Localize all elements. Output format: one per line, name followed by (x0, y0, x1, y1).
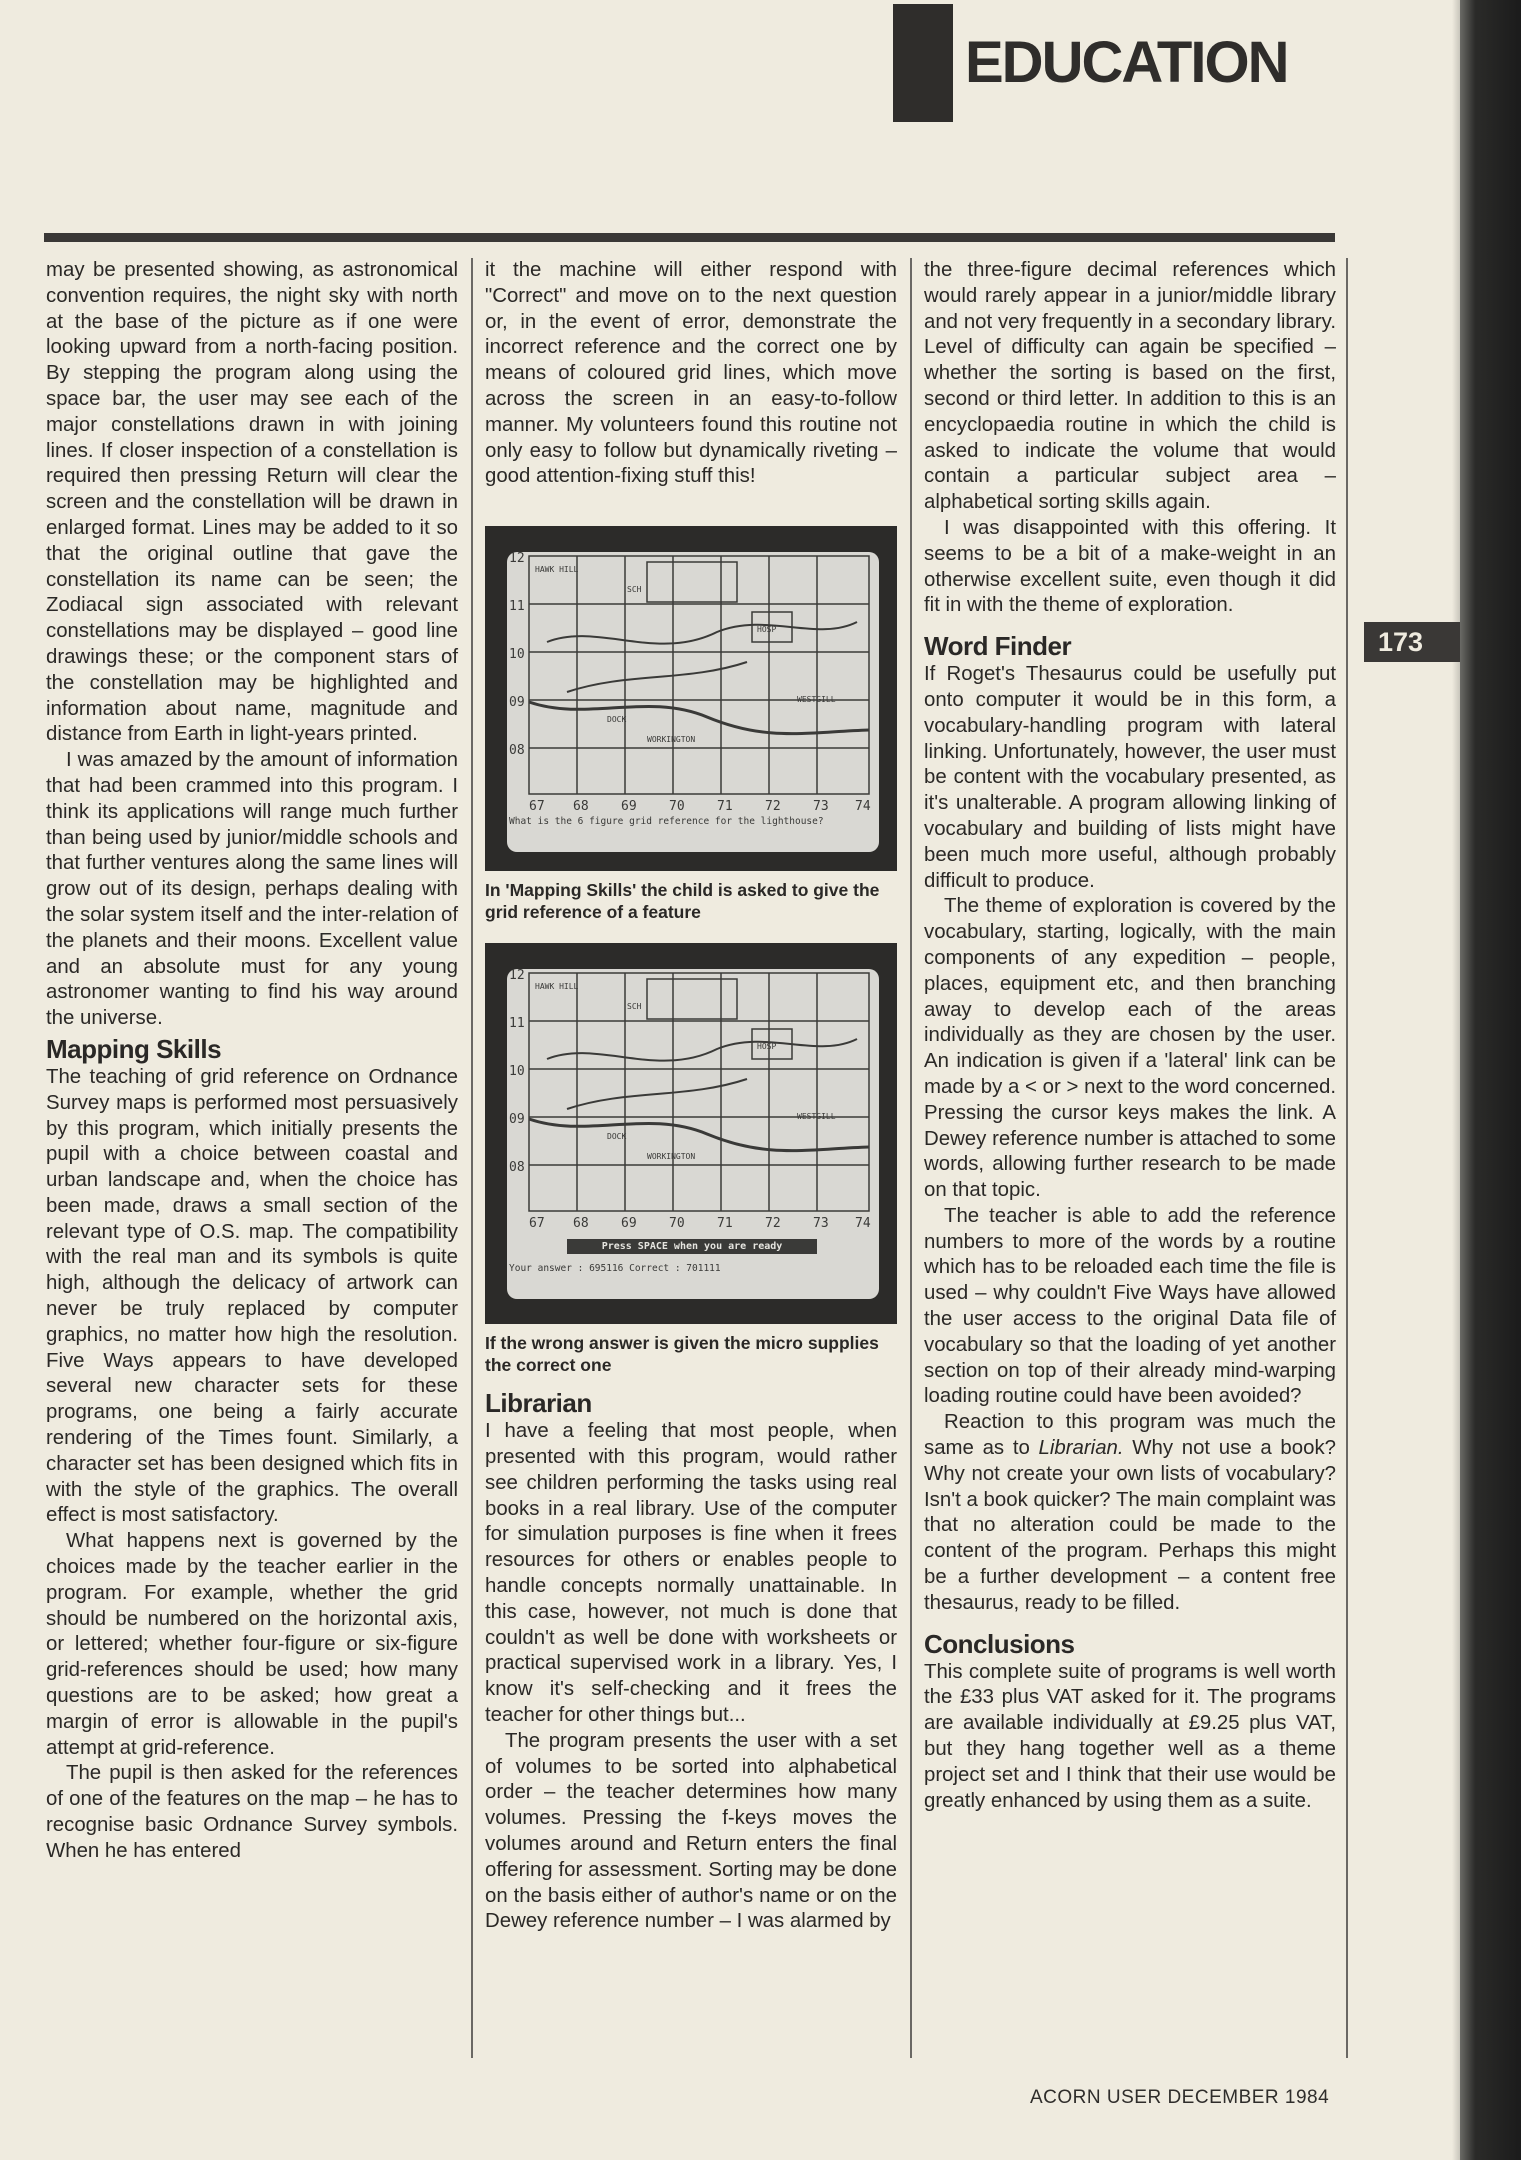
y-label: 11 (509, 1016, 525, 1032)
paragraph: I have a feeling that most people, when presented with this program, would rather see children performing the tasks using real books in a real library. Use of the computer for simulation purposes is fine when it frees resources for others or enables people to handle concepts normally unattainable. In this case, however, not much is done that couldn't as well be done with worksheets or practical supervised work in a library. Yes, I know it's self-checking and it frees the teacher for other things but... (485, 1420, 897, 1726)
page-edge (1460, 0, 1521, 2160)
y-label: 08 (509, 743, 525, 759)
x-label: 73 (813, 799, 829, 815)
map-place-label: SCH (627, 585, 642, 595)
paragraph: If Roget's Thesaurus could be usefully put onto computer it would be in this form, a vocabulary-handling program with lateral linking. Unfortunately, however, the user must be content with the vocabulary presented, as it's unalterable. A program allowing linking of vocabulary and building of lists might have been much more useful, although probably difficult to produce. (924, 663, 1336, 892)
y-label: 10 (509, 647, 525, 663)
monitor-screen (507, 552, 879, 852)
map-place-label: DOCK (607, 1132, 627, 1142)
map-place-label: WORKINGTON (647, 735, 696, 745)
map-graphic (507, 552, 879, 852)
y-label: 09 (509, 695, 525, 711)
x-label: 68 (573, 799, 589, 815)
column-divider (910, 258, 912, 2058)
x-label: 73 (813, 1216, 829, 1232)
screenshot-mapping-question (485, 526, 897, 871)
paragraph: This complete suite of programs is well worth the £33 plus VAT asked for it. The programs are available individually at £9.25 plus VAT, but they hang together well as a theme project set and I think that their use would be greatly enhanced by using them as a suite. (924, 1660, 1336, 1812)
y-label: 12 (509, 969, 525, 984)
x-label: 72 (765, 1216, 781, 1232)
paragraph: may be presented showing, as astronomical convention requires, the night sky with north at the base of the picture as if one were looking upward from a north-facing position. By stepping the program along using the space bar, the user may see each of the major constellations drawn in with joining lines. If closer inspection of a constellation is required then pressing Return will clear the screen and the constellation will be drawn in enlarged format. Lines may be added to it so that the original outline that gave the constellation its name can be seen; the Zodiacal sign associated with relevant constellations may be displayed – good line drawings these; or the component stars of the constellation may be highlighted and information about name, magnitude and distance from Earth in light-years printed. (46, 259, 458, 746)
x-label: 70 (669, 799, 685, 815)
map-graphic (507, 969, 879, 1299)
subheading-librarian: Librarian (485, 1388, 592, 1419)
paragraph: the three-figure decimal references which would rarely appear in a junior/middle library and not very frequently in a secondary library. Level of difficulty can again be specified – whether the sorting is based on the first, second or third letter. In addition to this is an encyclopaedia routine in which the child is asked to indicate the volume that would contain a particular subject area – alphabetical sorting skills again. (924, 259, 1336, 514)
paragraph: The teaching of grid reference on Ordnance Survey maps is performed most persuasively by this program, which initially presents the pupil with a choice between coastal and urban landscape and, when the choice has been made, draws a small section of the relevant type of O.S. map. The compatibility with the real man and its symbols is quite high, although the delicacy of artwork can never be truly replaced by computer graphics, no matter how high the resolution. Five Ways appears to have developed several new character sets for these programs, one being a fairly accurate rendering of the Times fount. Similarly, a character set has been designed which fits in with the style of the graphics. The overall effect is most satisfactory. (46, 1065, 458, 1527)
x-label: 67 (529, 799, 545, 815)
column-3 (924, 258, 1336, 1814)
map-place-label: HOSP (757, 625, 777, 635)
subheading-word-finder: Word Finder (924, 631, 1072, 662)
screen-answer-text: Your answer : 695116 Correct : 701111 (509, 1263, 721, 1275)
figure-caption: In 'Mapping Skills' the child is asked to give the grid reference of a feature (485, 880, 880, 923)
x-label: 74 (855, 799, 871, 815)
page-edge-shadow (1452, 0, 1460, 2160)
page-number-tab: 173 (1364, 622, 1460, 662)
y-label: 09 (509, 1112, 525, 1128)
paragraph: The teacher is able to add the reference numbers to more of the words by a routine which has to be reloaded each time the file is used – why couldn't Five Ways have allowed the user access to the original Data file of vocabulary so that the loading of yet another section on top of their already mind-warping loading routine could have been avoided? (924, 1204, 1336, 1408)
column-divider (471, 258, 473, 2058)
x-label: 68 (573, 1216, 589, 1232)
y-label: 08 (509, 1160, 525, 1176)
subheading-mapping-skills: Mapping Skills (46, 1033, 222, 1064)
paragraph: I was amazed by the amount of information that had been crammed into this program. I think its applications will range much further than being used by junior/middle schools and that further ventures along the same lines will grow out of its design, perhaps dealing with the solar system itself and the inter-relation of the planets and their moons. Excellent value and an absolute must for any young astronomer wanting to find his way around the universe. (46, 749, 458, 1030)
figure-caption: If the wrong answer is given the micro supplies the correct one (485, 1333, 879, 1376)
paragraph (924, 1410, 1336, 1616)
x-label: 72 (765, 799, 781, 815)
column-divider (1346, 258, 1348, 2058)
map-place-label: HOSP (757, 1042, 777, 1052)
paragraph: The pupil is then asked for the references of one of the features on the map – he has to recognise basic Ordnance Survey symbols. When he has entered (46, 1762, 458, 1862)
emphasis-librarian: Librarian. (1038, 1437, 1124, 1460)
map-place-label: HAWK HILL (535, 982, 579, 992)
map-place-label: WESTGILL (797, 695, 836, 705)
footer-issue: ACORN USER DECEMBER 1984 (1030, 2087, 1330, 2108)
paragraph: What happens next is governed by the choices made by the teacher earlier in the program. For example, whether the grid should be numbered on the horizontal axis, or lettered; whether four-figure or six-figure grid-references should be used; how many questions are to be asked; how great a margin of error is allowable in the pupil's attempt at grid-reference. (46, 1530, 458, 1759)
paragraph: it the machine will either respond with "Correct" and move on to the next question or, in the event of error, demonstrate the incorrect reference and the correct one by means of coloured grid lines, which move across the screen in an easy-to-follow manner. My volunteers found this routine not only easy to follow but dynamically riveting – good attention-fixing stuff this! (485, 259, 897, 488)
screen-question-text: What is the 6 figure grid reference for the lighthouse? (509, 816, 824, 828)
x-label: 74 (855, 1216, 871, 1232)
paragraph: The theme of exploration is covered by the vocabulary, starting, logically, with the main components of any expedition – people, places, equipment etc, and then branching away to develop each of the areas individually as they are chosen by the user. An indication is given if a 'lateral' link can be made by a < or > next to the word concerned. Pressing the cursor keys makes the link. A Dewey reference number is attached to some words, allowing further research to be made on that topic. (924, 895, 1336, 1202)
x-label: 69 (621, 1216, 637, 1232)
top-rule (44, 233, 1335, 242)
subheading-conclusions: Conclusions (924, 1628, 1075, 1659)
map-place-label: HAWK HILL (535, 565, 579, 575)
y-label: 11 (509, 599, 525, 615)
x-label: 70 (669, 1216, 685, 1232)
header-block (893, 4, 953, 122)
screenshot-mapping-answer (485, 943, 897, 1324)
x-label: 71 (717, 1216, 733, 1232)
column-2 (485, 258, 897, 1935)
map-place-label: WORKINGTON (647, 1152, 696, 1162)
screen-prompt-text: Press SPACE when you are ready (601, 1241, 783, 1253)
section-title: EDUCATION (965, 30, 1288, 95)
map-place-label: DOCK (607, 715, 627, 725)
y-label: 10 (509, 1064, 525, 1080)
map-place-label: SCH (627, 1002, 642, 1012)
x-label: 67 (529, 1216, 545, 1232)
column-1 (46, 258, 458, 1865)
text-run: Why not use a book? Why not create your own lists of vocabulary? Isn't a book quicker? The main complaint was that no alteration could be made to the content of the program. Perhaps this might be a further development – a content free thesaurus, ready to be filled. (924, 1437, 1336, 1614)
text-run: Reaction to this program was much the same as to (924, 1411, 1336, 1460)
monitor-screen (507, 969, 879, 1299)
x-label: 71 (717, 799, 733, 815)
paragraph: The program presents the user with a set of volumes to be sorted into alphabetical order – the teacher determines how many volumes. Pressing the f-keys moves the volumes around and Return enters the final offering for assessment. Sorting may be done on the basis either of author's name or on the Dewey reference number – I was alarmed by (485, 1729, 897, 1933)
x-label: 69 (621, 799, 637, 815)
paragraph: I was disappointed with this offering. It seems to be a bit of a make-weight in an otherwise excellent suite, even though it did fit in with the theme of exploration. (924, 516, 1336, 617)
map-place-label: WESTGILL (797, 1112, 836, 1122)
y-label: 12 (509, 552, 525, 567)
